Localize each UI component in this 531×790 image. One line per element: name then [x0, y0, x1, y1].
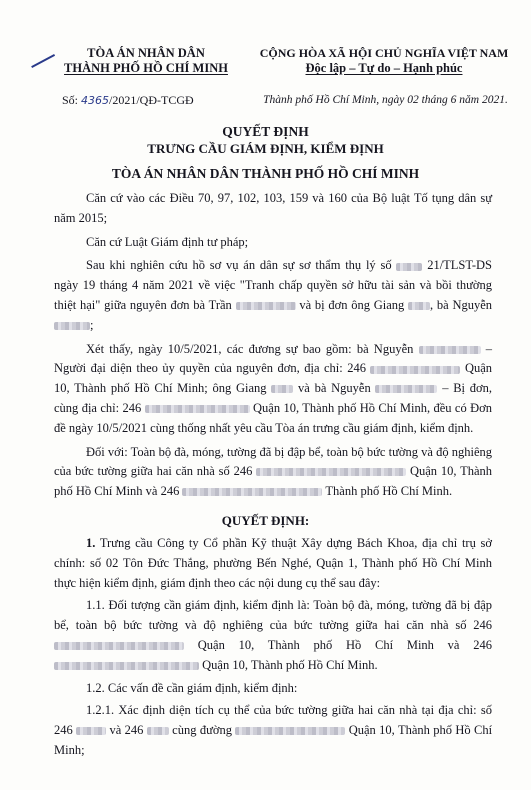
- legal-basis-text: Căn cứ vào các Điều 70, 97, 102, 103, 159 và 160 của Bộ luật Tố tụng dân sự năm 2015;: [54, 191, 492, 225]
- redaction: [145, 405, 250, 413]
- case-review-text-1: Sau khi nghiên cứu hồ sơ vụ án dân sự sơ thẩm thụ lý số: [86, 258, 392, 273]
- decision-subject: TRƯNG CẦU GIÁM ĐỊNH, KIỂM ĐỊNH: [147, 141, 384, 156]
- article-1: [54, 534, 492, 593]
- place-and-date: Thành phố Hồ Chí Minh, ngày 02 tháng 6 năm 2021.: [263, 94, 508, 106]
- paragraph-considering: [54, 340, 492, 439]
- paragraph-expertise-law: [54, 233, 492, 253]
- article-1-number: 1.: [86, 536, 96, 550]
- article-1-2-1-text-4: Quận 10, Thành phố Hồ Chí Minh;: [54, 723, 493, 757]
- republic-name: CỘNG HÒA XÃ HỘI CHỦ NGHĨA VIỆT NAM: [259, 46, 509, 60]
- article-1-1: [54, 596, 492, 675]
- article-1-1-text-2: Quận 10, Thành phố Hồ Chí Minh và 246: [197, 637, 492, 652]
- issuer-title: TÒA ÁN NHÂN DÂN THÀNH PHỐ HỒ CHÍ MINH: [111, 166, 420, 181]
- regarding-text-3: Thành phố Hồ Chí Minh.: [325, 484, 453, 499]
- paragraph-case-review: [54, 256, 492, 335]
- redaction: [419, 346, 481, 354]
- article-1-2-1-text-2: và 246: [109, 723, 144, 738]
- redaction: [370, 366, 460, 374]
- considering-text-5: – Bị đơn, cùng địa chỉ: 246: [54, 381, 492, 415]
- case-review-text-2: 21/TLST-DS ngày 19 tháng 4 năm 2021 về việc "Tranh chấp quyền sở hữu tài sản và bồi thường thiệt hại" giữa nguyên đơn bà Trần: [54, 258, 493, 312]
- national-motto: Độc lập – Tự do – Hạnh phúc: [305, 61, 463, 75]
- article-1-2-1-text-1: 1.2.1. Xác định diện tích cụ thể của bức tường giữa hai căn nhà tại địa chỉ: số 246: [54, 703, 492, 738]
- case-review-text-3: và bị đơn ông Giang: [299, 297, 405, 312]
- redaction: [76, 727, 106, 735]
- doc-number-suffix: /2021/QĐ-TCGĐ: [109, 93, 194, 107]
- redaction: [54, 322, 90, 330]
- court-header: [46, 46, 246, 76]
- article-1-1-text-1: 1.1. Đối tượng cần giám định, kiểm định là: Toàn bộ đà, móng, tường đã bị đập bể, toàn bộ bức tường và độ nghiêng của bức tường giữa hai căn nhà số 246: [54, 598, 492, 633]
- decides-heading: QUYẾT ĐỊNH:: [221, 513, 310, 528]
- case-review-text-5: ;: [90, 317, 94, 332]
- expertise-law-text: Căn cứ Luật Giám định tư pháp;: [86, 234, 249, 249]
- court-name-line2: THÀNH PHỐ HỒ CHÍ MINH: [64, 61, 228, 75]
- national-header: [250, 46, 518, 76]
- case-review-text-4: , bà Nguyễn: [430, 297, 493, 312]
- redaction: [408, 302, 430, 310]
- redaction: [396, 263, 422, 271]
- doc-number-handwritten: 4365: [81, 94, 110, 107]
- redaction: [256, 468, 406, 476]
- redaction: [375, 385, 437, 393]
- paragraph-regarding: [54, 443, 492, 502]
- article-1-1-text-3: Quận 10, Thành phố Hồ Chí Minh.: [202, 657, 378, 672]
- redaction: [54, 662, 199, 670]
- decision-body: [54, 189, 492, 502]
- considering-text-3: Quận 10, Thành phố Hồ Chí Minh; ông Giang: [54, 361, 493, 396]
- redaction: [271, 385, 293, 393]
- doc-number-prefix: Số:: [62, 93, 79, 107]
- redaction: [54, 642, 184, 650]
- redaction: [147, 727, 169, 735]
- paragraph-legal-basis: [54, 189, 492, 229]
- considering-text-1: Xét thấy, ngày 10/5/2021, các đương sự bao gồm: bà Nguyễn: [86, 341, 414, 356]
- redaction: [236, 302, 296, 310]
- considering-text-2: – Người đại diện theo ủy quyền của nguyên đơn, địa chỉ: 246: [54, 341, 492, 376]
- article-1-2-1: [54, 701, 492, 760]
- article-1-2: [54, 679, 492, 699]
- article-1-2-text: 1.2. Các vấn đề cần giám định, kiểm định:: [86, 680, 298, 695]
- article-1-text: Trưng cầu Công ty Cổ phần Kỹ thuật Xây dựng Bách Khoa, địa chỉ trụ sở chính: số 02 Tôn Đức Thắng, phường Bến Nghé, Quận 1, Thành phố Hồ Chí Minh thực hiện kiểm định, giám định theo các nội dung cụ thể sau đây:: [54, 536, 492, 590]
- article-1-2-1-text-3: cùng đường: [172, 723, 232, 738]
- document-number: [62, 93, 194, 108]
- considering-text-4: và bà Nguyễn: [298, 381, 371, 396]
- regarding-text-1: Đối với: Toàn bộ đà, móng, tường đã bị đập bể, toàn bộ bức tường và độ nghiêng của bức tường giữa hai căn nhà số 246: [54, 444, 492, 479]
- redaction: [235, 727, 345, 735]
- regarding-text-2: Quận 10, Thành phố Hồ Chí Minh và 246: [54, 464, 492, 499]
- considering-text-6: Quận 10, Thành phố Hồ Chí Minh, đều có Đơn đề ngày 10/5/2021 cùng thống nhất yêu cầu Tòa án trưng cầu giám định, kiểm định.: [54, 400, 492, 435]
- decision-title: QUYẾT ĐỊNH: [222, 124, 309, 139]
- redaction: [182, 488, 322, 496]
- court-name-line1: TÒA ÁN NHÂN DÂN: [87, 46, 205, 60]
- decision-articles: [54, 534, 492, 761]
